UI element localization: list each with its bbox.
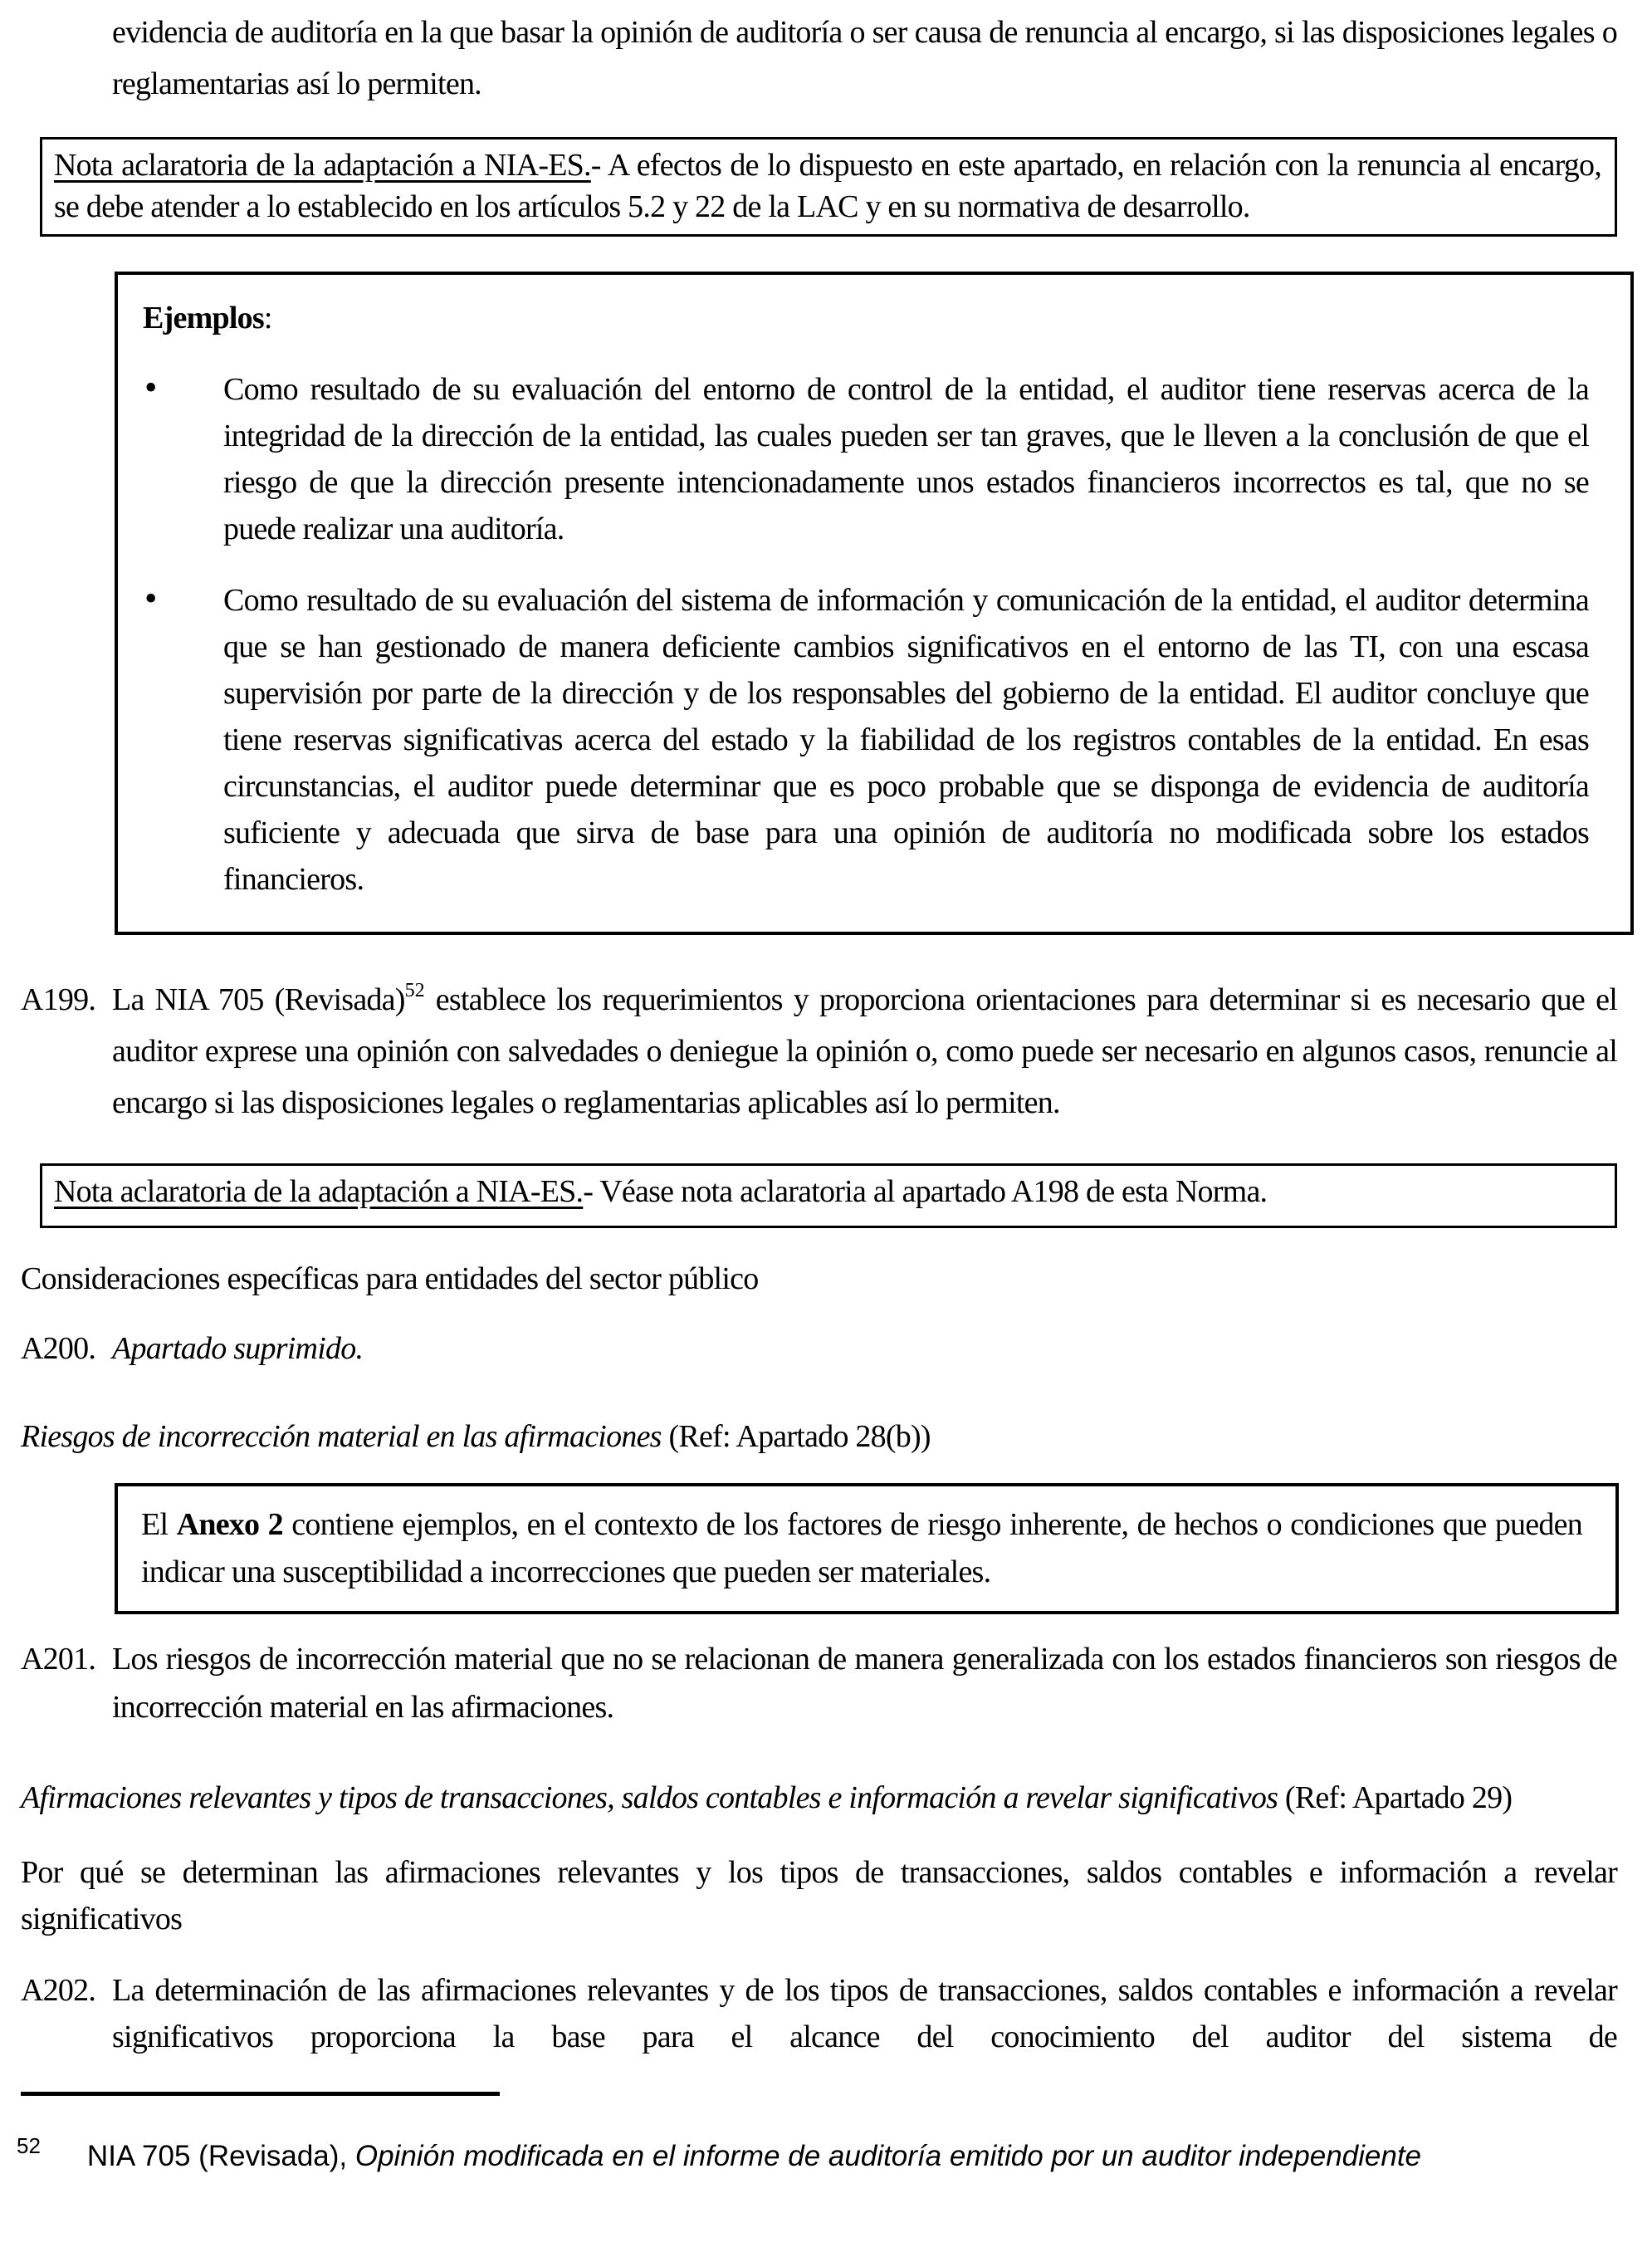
paragraph-a199-text-end: establece los requerimientos y proporciona orientaciones para determinar si es necesario que el auditor exprese una opinión con salvedades o deniegue la opinión o, como puede ser necesario en algunos casos, renuncie al encargo si las disposiciones legales o reglamentarias aplicables así lo permiten. bbox=[112, 982, 1617, 1120]
list-item bbox=[143, 366, 1589, 552]
nota-aclaratoria-2-body: - Véase nota aclaratoria al apartado A198 de esta Norma. bbox=[583, 1174, 1268, 1209]
heading-riesgos-italic: Riesgos de incorrección material en las afirmaciones bbox=[21, 1419, 662, 1454]
heading-riesgos-ref: (Ref: Apartado 28(b)) bbox=[661, 1419, 931, 1454]
paragraph-number: A200. bbox=[21, 1331, 96, 1366]
paragraph-a199-text-start: La NIA 705 (Revisada) bbox=[112, 982, 405, 1017]
ejemplos-title-colon: : bbox=[263, 301, 272, 335]
paragraph-number: A199. bbox=[21, 982, 96, 1017]
nota-aclaratoria-1-lead: Nota aclaratoria de la adaptación a NIA-ES. bbox=[54, 148, 591, 183]
nota-aclaratoria-box-2 bbox=[40, 1163, 1617, 1228]
paragraph-a201 bbox=[21, 1635, 1617, 1731]
footnote-separator bbox=[21, 2092, 500, 2096]
intro-paragraph: evidencia de auditoría en la que basar la opinión de auditoría o ser causa de renuncia al encargo, si las disposiciones legales o reglamentarias así lo permiten. bbox=[112, 15, 1617, 101]
list-item-text: Como resultado de su evaluación del entorno de control de la entidad, el auditor tiene reservas acerca de la integridad de la dirección de la entidad, las cuales pueden ser tan graves, que le lleven a la conclusión de que el riesgo de que la dirección presente intencionadamente unos estados financieros incorrectos es tal, que no se puede realizar una auditoría. bbox=[223, 372, 1589, 546]
paragraph-a201-text: Los riesgos de incorrección material que no se relacionan de manera generalizada con los estados financieros son riesgos de incorrección material en las afirmaciones. bbox=[112, 1642, 1617, 1725]
ejemplos-box bbox=[115, 272, 1634, 935]
heading-sector-publico: Consideraciones específicas para entidades del sector público bbox=[21, 1261, 759, 1296]
footnote-reference-52: 52 bbox=[404, 980, 425, 1001]
paragraph-a200 bbox=[21, 1323, 1617, 1374]
ejemplos-title bbox=[143, 295, 1589, 341]
nota-aclaratoria-2-lead: Nota aclaratoria de la adaptación a NIA-ES. bbox=[54, 1174, 584, 1209]
footnote-text-italic: Opinión modificada en el informe de auditoría emitido por un auditor independiente bbox=[354, 2140, 1422, 2172]
footnote-marker: 52 bbox=[17, 2133, 41, 2158]
heading-por-que: Por qué se determinan las afirmaciones relevantes y los tipos de transacciones, saldos contables e información a revelar significativos bbox=[21, 1855, 1617, 1936]
anexo-text-start: El bbox=[141, 1507, 177, 1542]
heading-afirmaciones-italic: Afirmaciones relevantes y tipos de transacciones, saldos contables e información a revelar significativos bbox=[21, 1780, 1278, 1815]
bullet-icon: • bbox=[144, 578, 157, 619]
paragraph-a199 bbox=[21, 965, 1617, 1128]
anexo-text-end: contiene ejemplos, en el contexto de los factores de riesgo inherente, de hechos o condiciones que pueden indicar una susceptibilidad a incorrecciones que pueden ser materiales. bbox=[141, 1507, 1582, 1589]
nota-aclaratoria-box-1 bbox=[40, 137, 1617, 237]
paragraph-a202 bbox=[21, 1967, 1617, 2060]
ejemplos-title-word: Ejemplos bbox=[143, 301, 264, 335]
footnote-52 bbox=[17, 2126, 1617, 2176]
paragraph-a200-text: Apartado suprimido. bbox=[112, 1331, 364, 1366]
anexo-label: Anexo 2 bbox=[176, 1507, 283, 1542]
bullet-icon: • bbox=[144, 367, 157, 408]
footnote-text-roman: NIA 705 (Revisada), bbox=[86, 2140, 355, 2172]
anexo-2-box bbox=[115, 1483, 1619, 1614]
paragraph-a202-text: La determinación de las afirmaciones relevantes y de los tipos de transacciones, saldos contables e información a revelar significativos proporciona la base para el alcance del conocimiento del auditor del sistema de bbox=[112, 1973, 1617, 2054]
paragraph-number: A202. bbox=[21, 1973, 96, 2008]
list-item-text: Como resultado de su evaluación del sistema de información y comunicación de la entidad, el auditor determina que se han gestionado de manera deficiente cambios significativos en el entorno de las TI, con una escasa supervisión por parte de la dirección y de los responsables del gobierno de la entidad. El auditor concluye que tiene reservas significativas acerca del estado y la fiabilidad de los registros contables de la entidad. En esas circunstancias, el auditor puede determinar que es poco probable que se disponga de evidencia de auditoría suficiente y adecuada que sirva de base para una opinión de auditoría no modificada sobre los estados financieros. bbox=[223, 583, 1589, 897]
heading-riesgos bbox=[21, 1411, 1617, 1462]
heading-afirmaciones-ref: (Ref: Apartado 29) bbox=[1278, 1780, 1513, 1815]
heading-afirmaciones bbox=[21, 1775, 1617, 1821]
nota-aclaratoria-1-body: - A efectos de lo dispuesto en este apartado, en relación con la renuncia al encargo, se debe atender a lo establecido en los artículos 5.2 y 22 de la LAC y en su normativa de desarrollo. bbox=[54, 148, 1601, 224]
paragraph-number: A201. bbox=[21, 1642, 96, 1677]
list-item bbox=[143, 577, 1589, 903]
